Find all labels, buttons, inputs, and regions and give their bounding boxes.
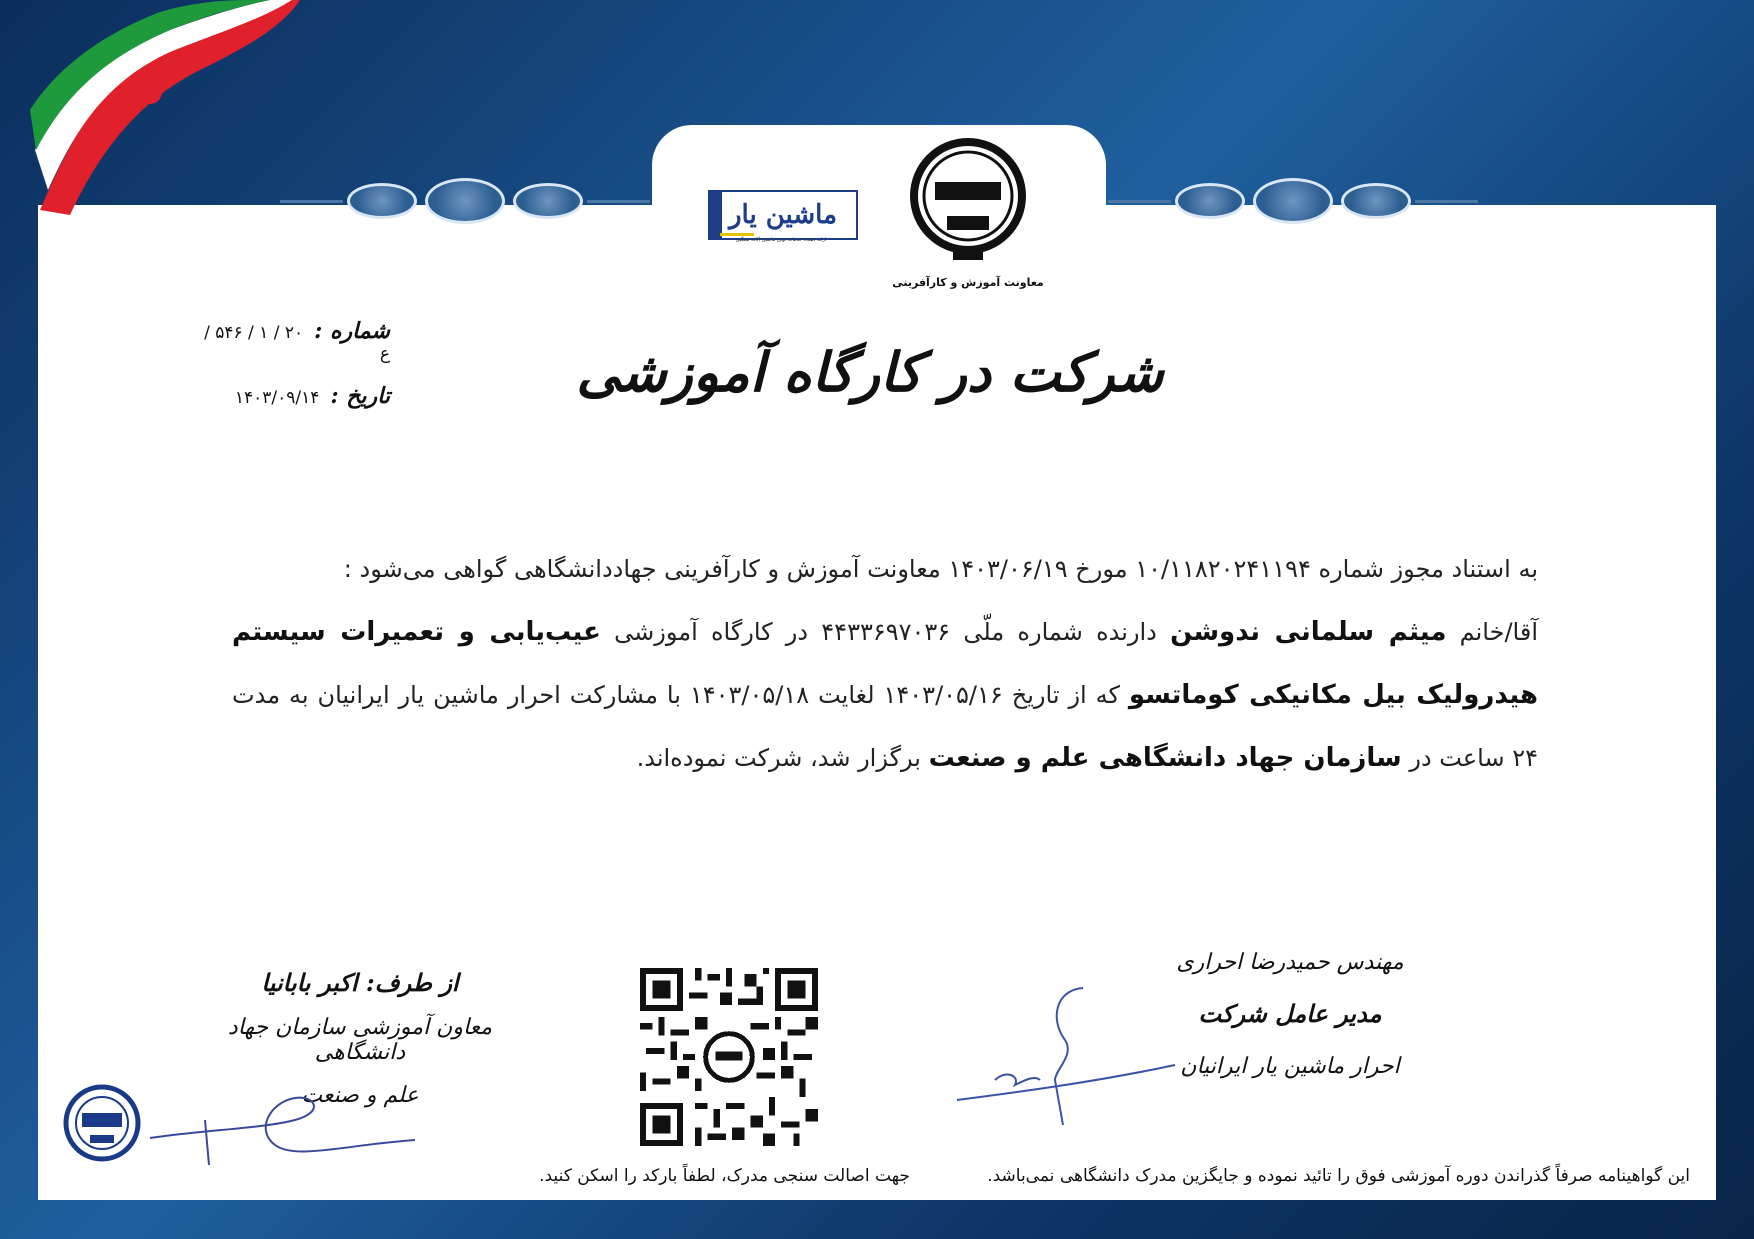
jehad-stamp-icon xyxy=(62,1083,142,1173)
body-dates: که از تاریخ ۱۴۰۳/۰۵/۱۶ لغایت ۱۴۰۳/۰۵/۱۸ با مشارکت احرار ماشین یار ایرانیان به مدت ۲۴ ساعت در xyxy=(232,681,1538,772)
certificate-title: شرکت در کارگاه آموزشی xyxy=(576,340,1164,404)
mashin-yar-tagline: ارائه دهنده خدمات نوین ماشین آلات سنگین xyxy=(735,237,827,243)
signature-left xyxy=(210,968,510,1108)
body-suffix: برگزار شد، شرکت نموده‌اند. xyxy=(636,744,921,772)
signer-left-name: از طرف: اکبر بابانیا xyxy=(261,968,459,997)
organization-name: سازمان جهاد دانشگاهی علم و صنعت xyxy=(928,743,1402,773)
certificate-body xyxy=(232,538,1538,790)
logo-caption: معاونت آموزش و کارآفرینی xyxy=(892,276,1044,289)
signature-left-scribble xyxy=(145,1090,425,1170)
mashin-yar-logo-text: ماشین یار xyxy=(728,200,838,230)
iran-flag-icon xyxy=(30,0,310,215)
certificate-number xyxy=(200,318,390,364)
signature-right-scribble xyxy=(955,980,1185,1130)
body-national-id: دارنده شماره ملّی ۴۴۳۳۶۹۷۰۳۶ در کارگاه آموزشی xyxy=(614,618,1157,646)
signer-right-org: احرار ماشین یار ایرانیان xyxy=(1180,1054,1400,1079)
verification-qr-code[interactable] xyxy=(640,968,818,1146)
ornament-left xyxy=(280,178,650,224)
footer-disclaimer: این گواهینامه صرفاً گذراندن دوره آموزشی فوق را تائید نموده و جایگزین مدرک دانشگاهی نمی‌باشد. xyxy=(987,1166,1690,1186)
signer-right-title: مدیر عامل شرکت xyxy=(1198,999,1382,1028)
number-value: ۲۰ / ۱ / ۵۴۶ / ع xyxy=(204,323,390,364)
logo-tick xyxy=(720,225,754,236)
footer-qr-note: جهت اصالت سنجی مدرک، لطفاً بارکد را اسکن کنید. xyxy=(539,1166,910,1186)
body-prefix: آقا/خانم xyxy=(1459,618,1538,646)
signer-left-org: علم و صنعت xyxy=(301,1083,419,1108)
date-label: تاریخ : xyxy=(330,383,390,409)
certificate-date xyxy=(200,383,390,409)
signature-right xyxy=(1170,950,1410,1079)
signer-left-title: معاون آموزشی سازمان جهاد دانشگاهی xyxy=(227,1015,493,1065)
jehad-daneshgahi-logo xyxy=(905,130,1031,270)
course-name: عیب‌یابی و تعمیرات سیستم هیدرولیک بیل مکانیکی کوماتسو xyxy=(232,617,1538,710)
recipient-name: میثم سلمانی ندوشن xyxy=(1170,617,1447,647)
ornament-right xyxy=(1108,178,1478,224)
number-label: شماره : xyxy=(314,318,390,344)
mashin-yar-logo xyxy=(708,190,858,240)
date-value: ۱۴۰۳/۰۹/۱۴ xyxy=(234,388,320,408)
body-paragraph xyxy=(232,601,1538,790)
signer-right-name: مهندس حمیدرضا احراری xyxy=(1176,950,1404,975)
body-line-1: به استناد مجوز شماره ۱۰/۱۱۸۲۰۲۴۱۱۹۴ مورخ ۱۴۰۳/۰۶/۱۹ معاونت آموزش و کارآفرینی جهاددانشگاهی گواهی می‌شود : xyxy=(343,555,1538,583)
